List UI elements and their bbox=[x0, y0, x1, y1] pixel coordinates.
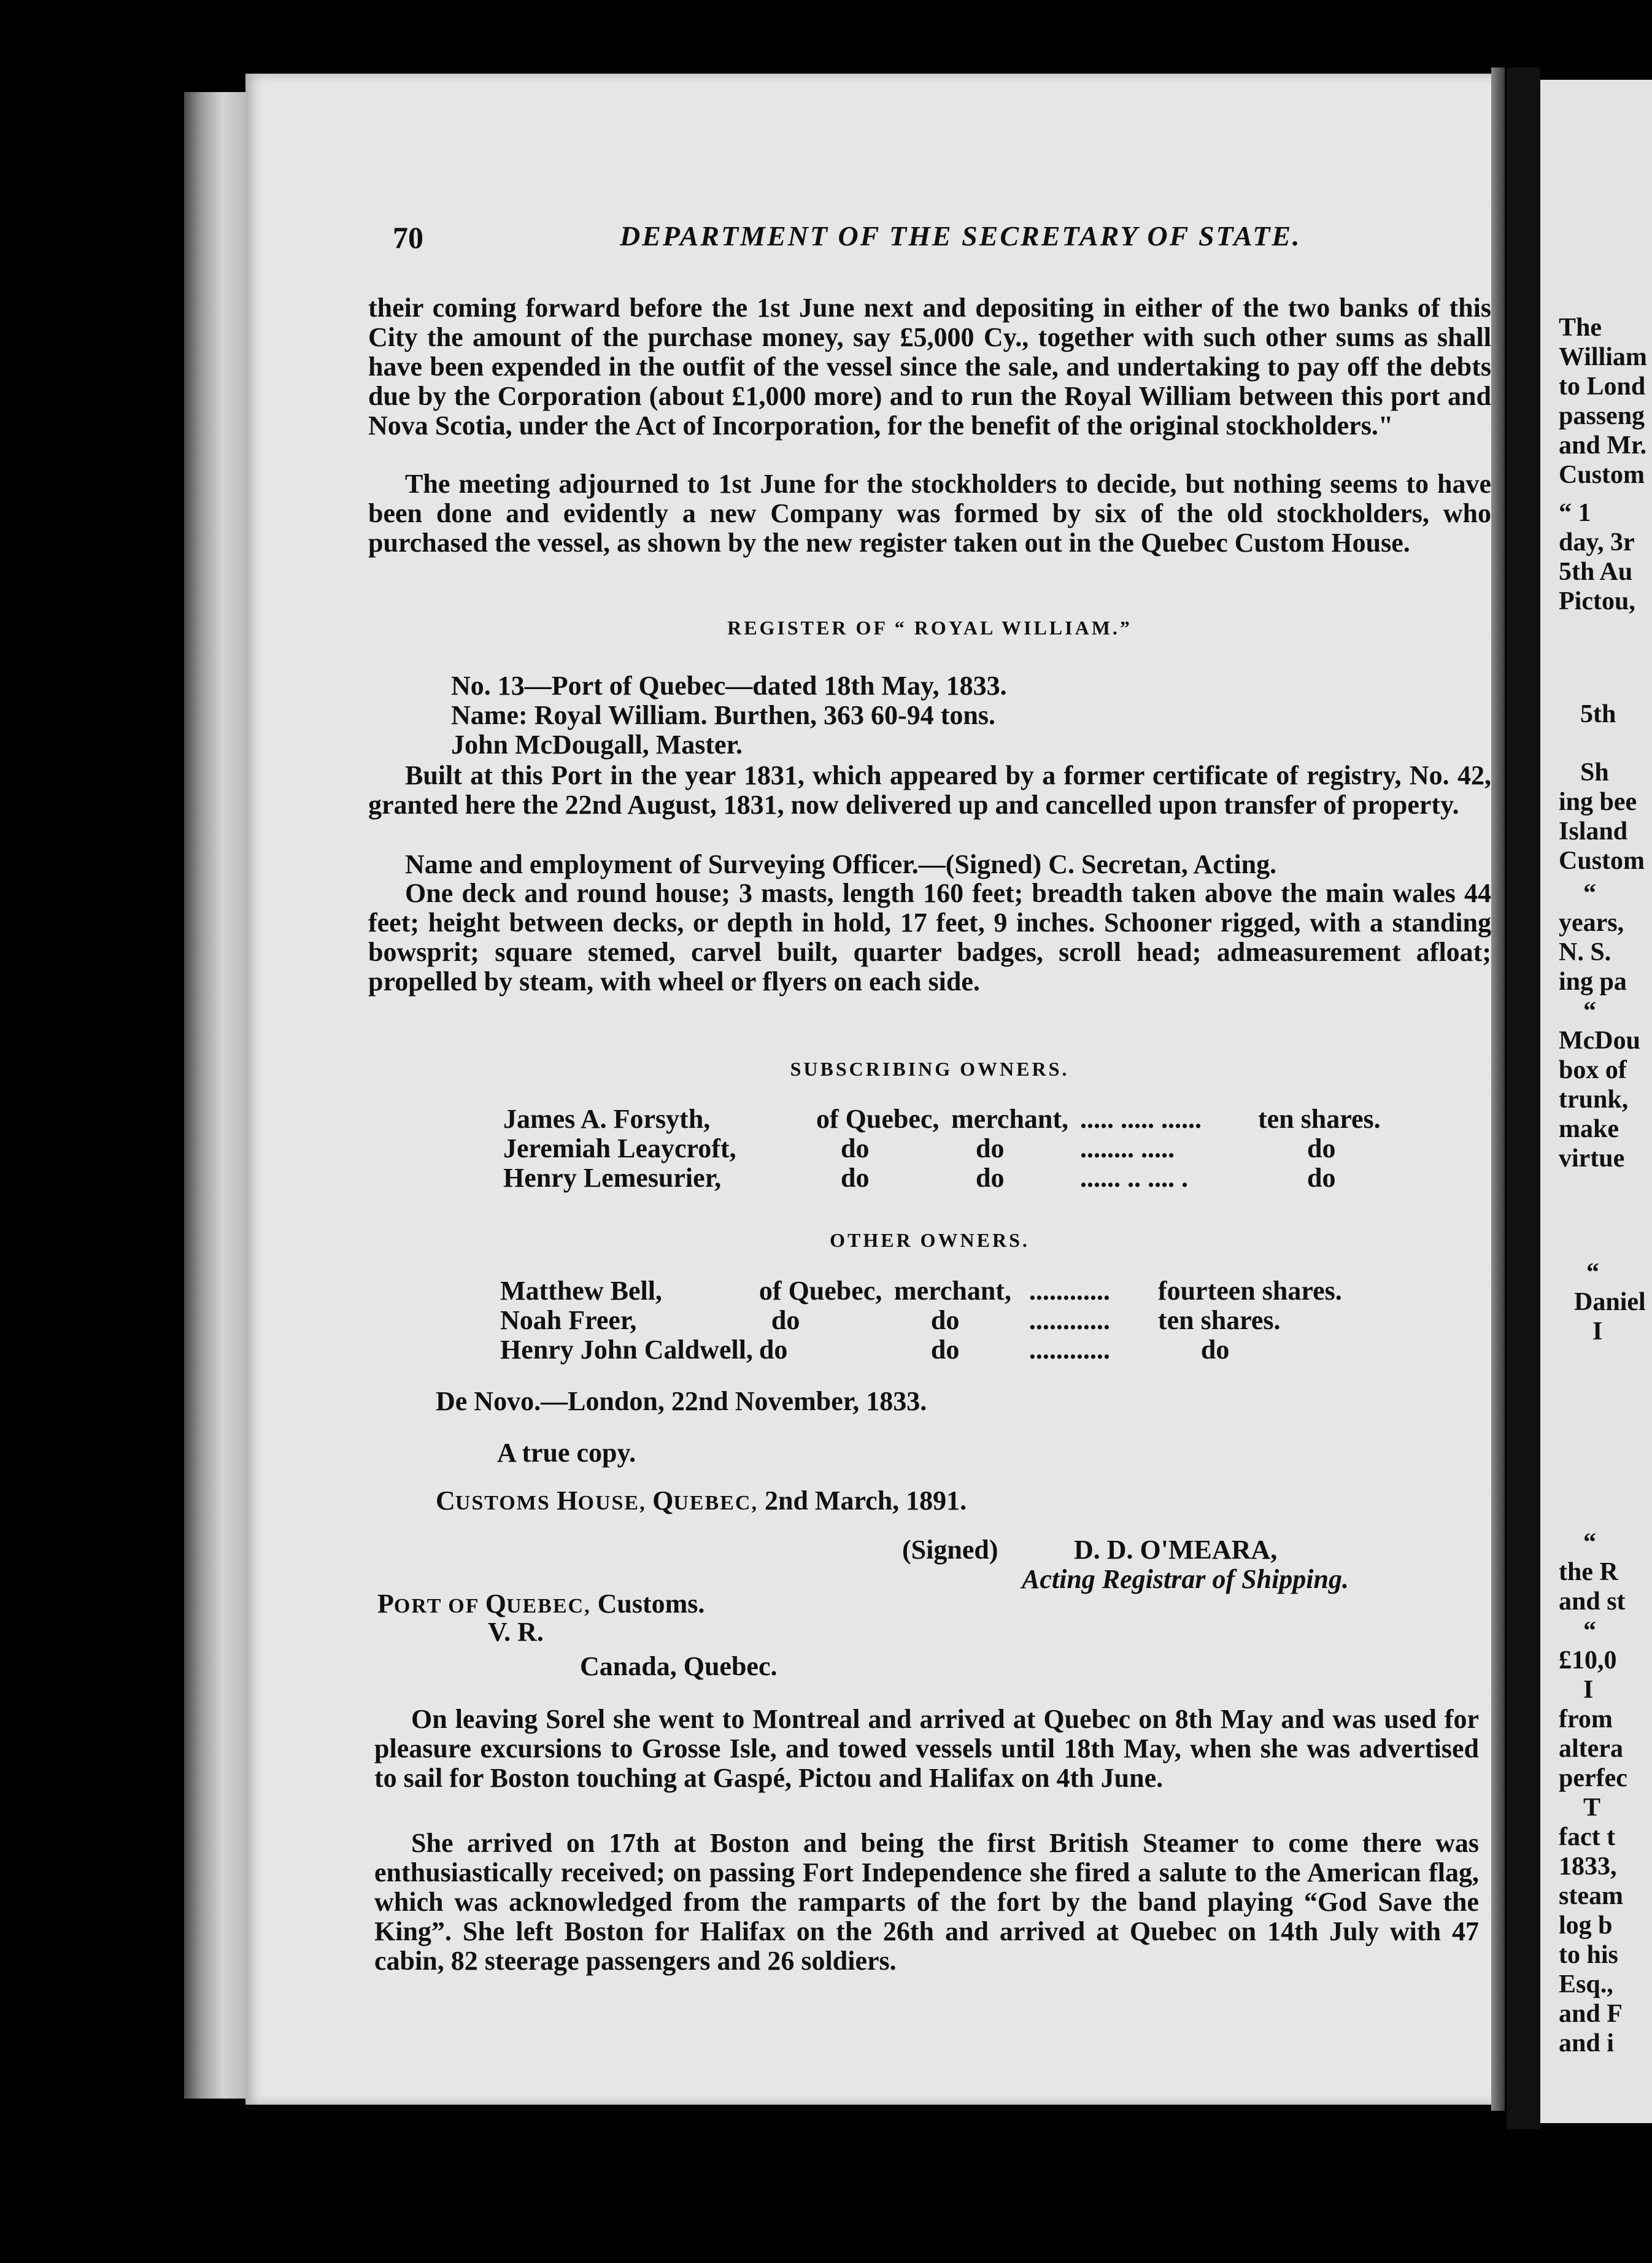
meeting-paragraph: The meeting adjourned to 1st June for the stockholders to decide, but nothing seems to have been done and evidently a new Company was formed by six of the old stockholders, who purchased the vessel, as shown by the new register taken out in the Quebec Custom House. bbox=[368, 469, 1491, 558]
owner-shares: do bbox=[1307, 1133, 1336, 1163]
signatory-title: Acting Registrar of Shipping. bbox=[1022, 1564, 1349, 1594]
facing-page-text: “ bbox=[1583, 879, 1596, 908]
signatory-name: D. D. O'MEARA, bbox=[1074, 1535, 1278, 1565]
facing-page-text: “ bbox=[1583, 997, 1596, 1025]
facing-page-text: Island bbox=[1559, 817, 1628, 846]
facing-page-text: trunk, bbox=[1559, 1085, 1629, 1114]
other-owners-heading: OTHER OWNERS. bbox=[830, 1229, 1030, 1251]
register-built: Built at this Port in the year 1831, which appeared by a former certificate of registry, No. 42, granted here the 22nd August, 1831, now delivered up and cancelled upon transfer of property. bbox=[368, 760, 1491, 820]
facing-page-text: virtue bbox=[1559, 1144, 1625, 1173]
owner-shares: do bbox=[1200, 1335, 1230, 1365]
table-row bbox=[500, 1276, 1348, 1306]
table-row bbox=[500, 1335, 1348, 1365]
owner-occupation: do bbox=[976, 1163, 1005, 1193]
facing-page-text: 1833, bbox=[1559, 1852, 1617, 1881]
owner-dots: ............ bbox=[1029, 1335, 1110, 1365]
owner-shares: do bbox=[1307, 1163, 1336, 1193]
owner-dots: ........ ..... bbox=[1080, 1133, 1175, 1163]
true-copy-line: A true copy. bbox=[497, 1438, 636, 1468]
owner-of: do bbox=[771, 1305, 800, 1335]
owner-shares: ten shares. bbox=[1258, 1104, 1381, 1134]
owner-dots: ............ bbox=[1029, 1305, 1110, 1335]
facing-page-text: ing bee bbox=[1559, 788, 1637, 816]
facing-page-text: 5th Au bbox=[1559, 558, 1633, 586]
customs-house-line: CUSTOMS HOUSE, QUEBEC, 2nd March, 1891. bbox=[436, 1486, 967, 1516]
running-header bbox=[393, 220, 1302, 263]
facing-page-text: Sh bbox=[1580, 758, 1609, 787]
facing-page-text: Pictou, bbox=[1559, 587, 1635, 615]
facing-page-text: T bbox=[1583, 1794, 1601, 1822]
owner-name: Jeremiah Leaycroft, bbox=[503, 1133, 736, 1163]
page-number: 70 bbox=[393, 220, 423, 255]
owner-name: Henry Lemesurier, bbox=[503, 1163, 722, 1193]
facing-page-text: steam bbox=[1559, 1882, 1623, 1910]
owner-of: of Quebec, bbox=[758, 1276, 882, 1306]
facing-page-text: perfec bbox=[1559, 1764, 1627, 1792]
facing-page-text: “ bbox=[1583, 1617, 1596, 1645]
vr-line: V. R. bbox=[488, 1617, 544, 1647]
owner-shares: ten shares. bbox=[1157, 1305, 1281, 1335]
facing-page-text: Custom bbox=[1559, 461, 1645, 489]
owner-occupation: merchant, bbox=[951, 1104, 1069, 1134]
facing-page-text: Daniel bbox=[1574, 1288, 1646, 1316]
facing-page-text: McDou bbox=[1559, 1027, 1640, 1055]
facing-page-text: and F bbox=[1559, 2000, 1623, 2028]
facing-page-text: from bbox=[1559, 1705, 1613, 1733]
owner-name: Matthew Bell, bbox=[500, 1276, 662, 1306]
register-line-3: John McDougall, Master. bbox=[451, 730, 743, 760]
facing-page-text: passeng bbox=[1559, 402, 1645, 430]
owner-occupation: merchant, bbox=[894, 1276, 1011, 1306]
facing-page-text: fact t bbox=[1559, 1823, 1616, 1851]
register-description: One deck and round house; 3 masts, length 160 feet; breadth taken above the main wales 44 feet; height between decks, or depth in hold, 17 feet, 9 inches. Schooner rigged, with a standing bowsprit; square stemed, carvel built, quarter badges, scroll head; admeasurement afloat; propelled by steam, with wheel or flyers on each side. bbox=[368, 878, 1491, 997]
owner-occupation: do bbox=[930, 1305, 960, 1335]
de-novo-line: De Novo.—London, 22nd November, 1833. bbox=[436, 1386, 927, 1416]
opening-paragraph: their coming forward before the 1st June next and depositing in either of the two banks of this City the amount of the purchase money, say £5,000 Cy., together with such other sums as shall have been expended in the outfit of the vessel since the sale, and undertaking to pay off the debts due by the Corporation (about £1,000 more) and to run the Royal William between this port and Nova Scotia, under the Act of Incorporation, for the benefit of the original stockholders." bbox=[368, 293, 1491, 441]
facing-page-text: William bbox=[1559, 343, 1647, 371]
facing-page-text: “ 1 bbox=[1559, 499, 1591, 527]
facing-page-text: make bbox=[1559, 1115, 1619, 1143]
table-row bbox=[503, 1134, 1387, 1163]
facing-page-text: years, bbox=[1559, 909, 1624, 937]
sorel-paragraph: On leaving Sorel she went to Montreal and arrived at Quebec on 8th May and was used for pleasure excursions to Grosse Isle, and towed vessels until 18th May, when she was advertised to sail for Boston touching at Gaspé, Pictou and Halifax on 4th June. bbox=[374, 1704, 1479, 1793]
owner-dots: ..... ..... ...... bbox=[1080, 1104, 1202, 1134]
facing-page-text: Custom bbox=[1559, 847, 1645, 875]
facing-page-text: to his bbox=[1559, 1941, 1618, 1969]
register-officer: Name and employment of Surveying Officer.—(Signed) C. Secretan, Acting. bbox=[405, 849, 1277, 879]
owner-name: James A. Forsyth, bbox=[503, 1104, 711, 1134]
canada-quebec-line: Canada, Quebec. bbox=[580, 1651, 778, 1681]
boston-paragraph: She arrived on 17th at Boston and being the first British Steamer to come there was enthusiastically received; on passing Fort Independence she fired a salute to the American flag, which was acknowledged from the ramparts of the fort by the band playing “God Save the King”. She left Boston for Halifax on the 26th and arrived at Quebec on 14th July with 47 cabin, 82 steerage passengers and 26 soldiers. bbox=[374, 1828, 1479, 1976]
owner-name: Noah Freer, bbox=[500, 1305, 637, 1335]
signed-label: (Signed) bbox=[902, 1535, 998, 1565]
subscribing-owners-table bbox=[503, 1105, 1387, 1193]
facing-page-text: I bbox=[1592, 1317, 1603, 1346]
facing-page-text: log b bbox=[1559, 1911, 1613, 1940]
table-row bbox=[503, 1163, 1387, 1193]
facing-page-text: the R bbox=[1559, 1558, 1618, 1586]
owner-dots: ...... .. .... . bbox=[1080, 1163, 1188, 1193]
owner-of: do bbox=[841, 1133, 870, 1163]
owner-of: of Quebec, bbox=[816, 1104, 940, 1134]
facing-page-text: to Lond bbox=[1559, 372, 1646, 401]
register-line-2: Name: Royal William. Burthen, 363 60-94 tons. bbox=[451, 700, 995, 730]
owner-shares: fourteen shares. bbox=[1157, 1276, 1342, 1306]
page-edge bbox=[1491, 67, 1505, 2111]
register-line-1: No. 13—Port of Quebec—dated 18th May, 1833. bbox=[451, 671, 1007, 701]
other-owners-table bbox=[500, 1276, 1348, 1365]
page-gutter bbox=[1507, 67, 1540, 2129]
facing-page-text: and i bbox=[1559, 2029, 1614, 2057]
facing-page-text: 5th bbox=[1580, 700, 1616, 728]
owner-dots: ............ bbox=[1029, 1276, 1110, 1306]
facing-page-text: The bbox=[1559, 314, 1602, 342]
facing-page-text: N. S. bbox=[1559, 938, 1611, 966]
owner-of: do bbox=[758, 1335, 788, 1365]
facing-page-text: Esq., bbox=[1559, 1970, 1613, 1999]
facing-page-text: I bbox=[1583, 1676, 1594, 1704]
owner-name: Henry John Caldwell, bbox=[500, 1335, 753, 1365]
facing-page-text: ing pa bbox=[1559, 968, 1627, 996]
facing-page-text: box of bbox=[1559, 1056, 1627, 1084]
running-title: DEPARTMENT OF THE SECRETARY OF STATE. bbox=[620, 220, 1302, 252]
facing-page-text: day, 3r bbox=[1559, 528, 1635, 557]
facing-page-text: £10,0 bbox=[1559, 1646, 1617, 1675]
owner-occupation: do bbox=[976, 1133, 1005, 1163]
facing-page-text: and st bbox=[1559, 1587, 1626, 1616]
subscribing-owners-heading: SUBSCRIBING OWNERS. bbox=[790, 1058, 1070, 1080]
facing-page-text: altera bbox=[1559, 1735, 1623, 1763]
table-row bbox=[500, 1306, 1348, 1335]
register-heading: REGISTER OF “ ROYAL WILLIAM.” bbox=[727, 617, 1132, 639]
facing-page-text: “ bbox=[1583, 1529, 1596, 1557]
owner-of: do bbox=[841, 1163, 870, 1193]
table-row bbox=[503, 1105, 1387, 1134]
facing-page-text: and Mr. bbox=[1559, 431, 1647, 460]
facing-page-text: “ bbox=[1586, 1259, 1599, 1287]
port-line: PORT OF QUEBEC, Customs. bbox=[377, 1589, 705, 1619]
owner-occupation: do bbox=[930, 1335, 960, 1365]
